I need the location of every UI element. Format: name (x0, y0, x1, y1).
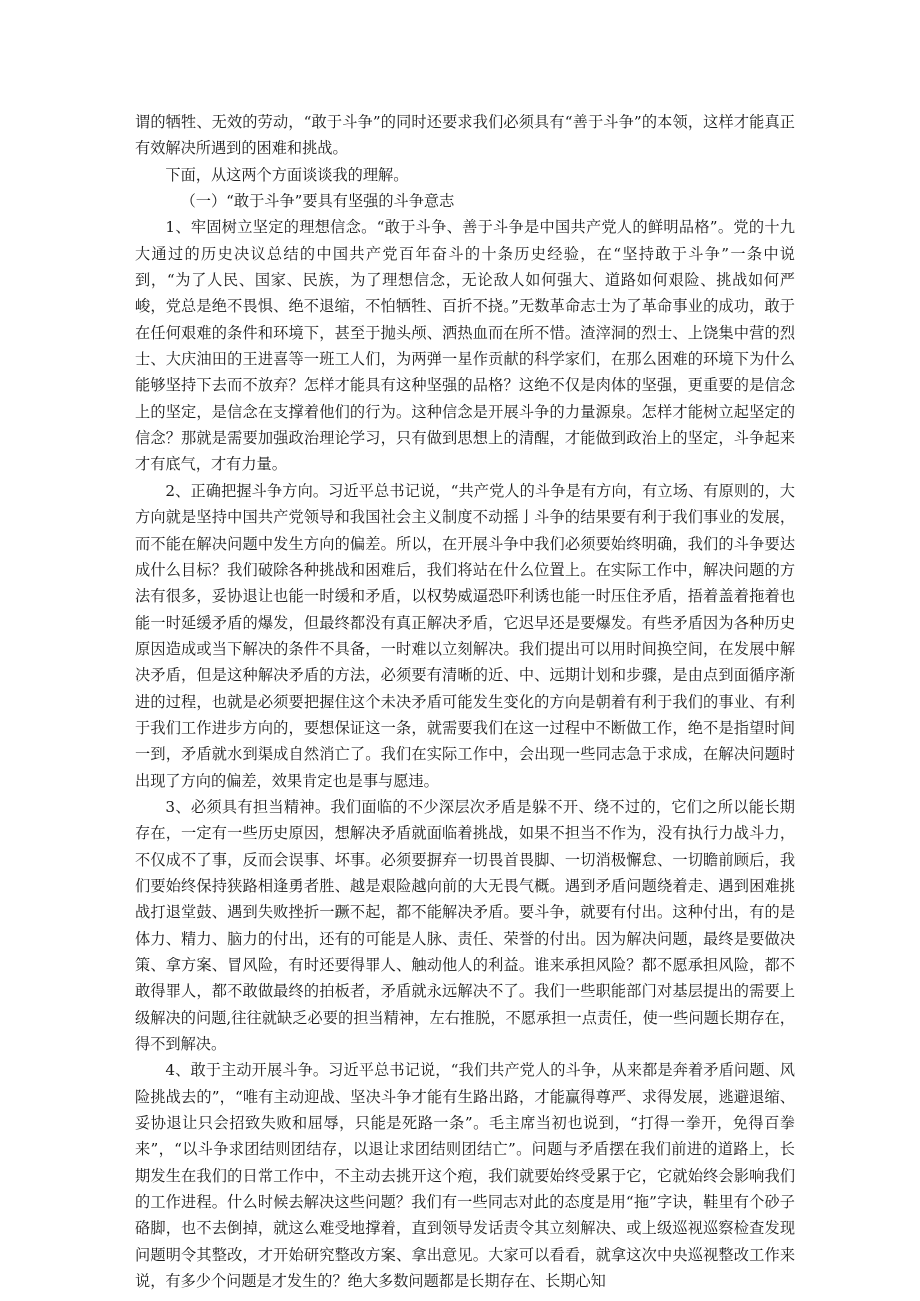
paragraph-continuation: 谓的牺牲、无效的劳动，“敢于斗争”的同时还要求我们必须具有“善于斗争”的本领，这样才能真正有效解决所遇到的困难和挑战。 (135, 113, 795, 158)
document-page (135, 109, 795, 1294)
paragraph-point-1: 1、牢固树立坚定的理想信念。“敢于斗争、善于斗争是中国共产党人的鲜明品格”。党的十九大通过的历史决议总结的中国共产党百年奋斗的十条历史经验，在“坚持敢于斗争”一条中说到，“为了人民、国家、民族，为了理想信念，无论敌人如何强大、道路如何艰险、挑战如何严峻，党总是绝不畏惧、绝不退缩，不怕牺牲、百折不挠。”无数革命志士为了革命事业的成功，敢于在任何艰难的条件和环境下，甚至于抛头颅、洒热血而在所不惜。渣滓洞的烈士、上饶集中营的烈士、大庆油田的王进喜等一班工人们，为两弹一星作贡献的科学家们，在那么困难的环境下为什么能够坚持下去而不放弃？怎样才能具有这种坚强的品格？这绝不仅是肉体的坚强，更重要的是信念上的坚定，是信念在支撑着他们的行为。这种信念是开展斗争的力量源泉。怎样才能树立起坚定的信念？那就是需要加强政治理论学习，只有做到思想上的清醒，才能做到政治上的坚定，斗争起来才有底气，才有力量。 (135, 218, 795, 474)
paragraph-intro: 下面，从这两个方面谈谈我的理解。 (165, 165, 409, 184)
paragraph-point-3: 3、必须具有担当精神。我们面临的不少深层次矛盾是躲不开、绕不过的，它们之所以能长期存在，一定有一些历史原因，想解决矛盾就面临着挑战，如果不担当不作为，没有执行力战斗力，不仅成不了事，反而会误事、坏事。必须要摒弃一切畏首畏脚、一切消极懈怠、一切瞻前顾后，我们要始终保持狭路相逢勇者胜、越是艰险越向前的大无畏气概。遇到矛盾问题绕着走、遇到困难挑战打退堂鼓、遇到失败挫折一蹶不起，都不能解决矛盾。要斗争，就要有付出。这种付出，有的是体力、精力、脑力的付出，还有的可能是人脉、责任、荣誉的付出。因为解决问题，最终是要做决策、拿方案、冒风险，有时还要得罪人、触动他人的利益。谁来承担风险？都不愿承担风险，都不敢得罪人，都不敢做最终的拍板者，矛盾就永远解决不了。我们一些职能部门对基层提出的需要上级解决的问题,往往就缺乏必要的担当精神，左右推脱，不愿承担一点责任，使一些问题长期存在，得不到解决。 (135, 797, 795, 1054)
section-heading: （一）“敢于斗争”要具有坚强的斗争意志 (180, 192, 455, 211)
paragraph-point-4: 4、敢于主动开展斗争。习近平总书记说，“我们共产党人的斗争，从来都是奔着矛盾问题、风险挑战去的”，“唯有主动迎战、坚决斗争才能有生路出路，才能赢得尊严、求得发展，逃避退缩、妥协退让只会招致失败和屈辱，只能是死路一条”。毛主席当初也说到，“打得一拳开，免得百拳来”，“以斗争求团结则团结存，以退让求团结则团结亡”。问题与矛盾摆在我们前进的道路上，长期发生在我们的日常工作中，不主动去挑开这个疱，我们就要始终受累于它，它就始终会影响我们的工作进程。什么时候去解决这些问题？我们有一些同志对此的态度是用“拖”字诀，鞋里有个砂子硌脚，也不去倒掉，就这么难受地撑着，直到领导发话责令其立刻解决、或上级巡视巡察检查发现问题明令其整改，才开始研究整改方案、拿出意见。大家可以看看，就拿这次中央巡视整改工作来说，有多少个问题是才发生的？绝大多数问题都是长期存在、长期心知 (135, 1061, 795, 1291)
paragraph-point-2: 2、正确把握斗争方向。习近平总书记说，“共产党人的斗争是有方向，有立场、有原则的，大方向就是坚持中国共产党领导和我国社会主义制度不动摇亅斗争的结果要有利于我们事业的发展，而不能在解决问题中发生方向的偏差。所以，在开展斗争中我们必须要始终明确，我们的斗争要达成什么目标？我们破除各种挑战和困难后，我们将站在什么位置上。在实际工作中，解决问题的方法有很多，妥协退让也能一时缓和矛盾，以权势威逼恐吓利诱也能一时压住矛盾，捂着盖着拖着也能一时延缓矛盾的爆发，但最终都没有真正解决矛盾，它迟早还是要爆发。有些矛盾因为各种历史原因造成或当下解决的条件不具备，一时难以立刻解决。我们提出可以用时间换空间，在发展中解决矛盾，但是这种解决矛盾的方法，必须要有清晰的近、中、远期计划和步骤，是由点到面循序渐进的过程，也就是必须要把握住这个未决矛盾可能发生变化的方向是朝着有利于我们的事业、有利于我们工作进步方向的，要想保证这一条，就需要我们在这一过程中不断做工作，绝不是指望时间一到，矛盾就水到渠成自然消亡了。我们在实际工作中，会出现一些同志急于求成，在解决问题时出现了方向的偏差，效果肯定也是事与愿违。 (135, 481, 795, 790)
